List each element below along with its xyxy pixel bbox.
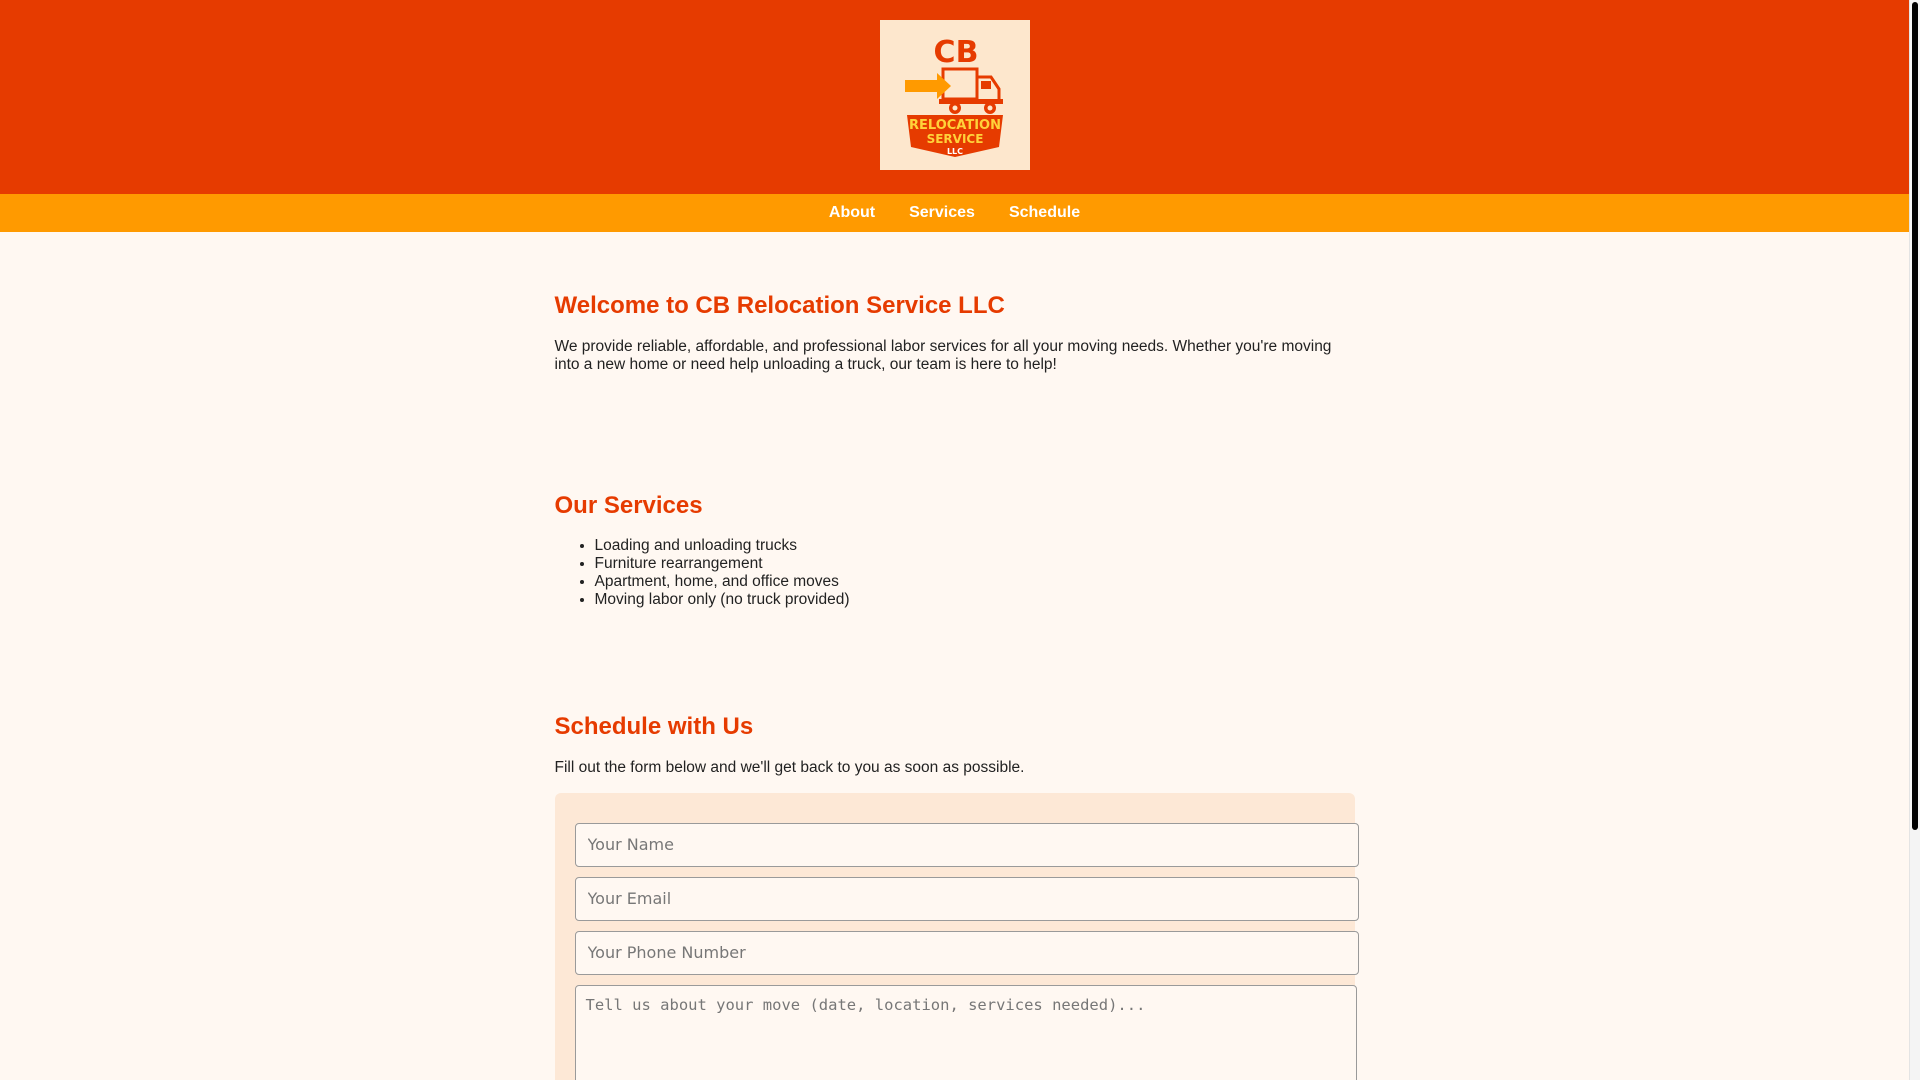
services-list (555, 537, 1355, 609)
nav-schedule-link[interactable]: Schedule (1008, 204, 1081, 221)
services-title: Our Services (554, 491, 703, 519)
about-title: Welcome to CB Relocation Service LLC (554, 292, 1005, 319)
name-input[interactable] (575, 823, 1359, 867)
page-scrollbar[interactable] (1909, 0, 1920, 1080)
service-item: • Furniture rearrangement (595, 555, 1355, 573)
logo-cb-text: CB (933, 35, 978, 70)
main-content (555, 232, 1355, 1080)
message-textarea[interactable] (575, 985, 1357, 1080)
logo-graphic (889, 29, 1021, 161)
services-section (555, 492, 1355, 610)
schedule-intro: Fill out the form below and we'll get back to you as soon as possible. (554, 758, 1025, 776)
service-item: • Moving labor only (no truck provided) (595, 591, 1355, 609)
service-item: • Loading and unloading trucks (595, 537, 1355, 555)
schedule-title: Schedule with Us (554, 713, 754, 741)
company-logo[interactable] (880, 20, 1030, 170)
nav-services-link[interactable]: Services (909, 204, 975, 221)
email-input[interactable] (575, 877, 1359, 921)
schedule-section (555, 713, 1355, 1080)
site-header (0, 0, 1909, 194)
scrollbar-thumb[interactable] (1912, 2, 1918, 830)
nav-about-link[interactable]: About (828, 204, 876, 221)
schedule-form (555, 793, 1355, 1080)
about-body: We provide reliable, affordable, and professional labor services for all your moving needs. Whether you're moving into a new home or need help unloading a truck, our team is here to help! (554, 337, 1332, 373)
logo-relocation-text: RELOCATION (908, 118, 1001, 133)
logo-llc-text: LLC (946, 147, 963, 156)
main-nav (0, 194, 1909, 232)
service-item: • Apartment, home, and office moves (595, 573, 1355, 591)
phone-input[interactable] (575, 931, 1359, 975)
logo-service-text: SERVICE (926, 132, 983, 146)
truck-icon (939, 69, 1003, 114)
about-section (555, 292, 1355, 374)
